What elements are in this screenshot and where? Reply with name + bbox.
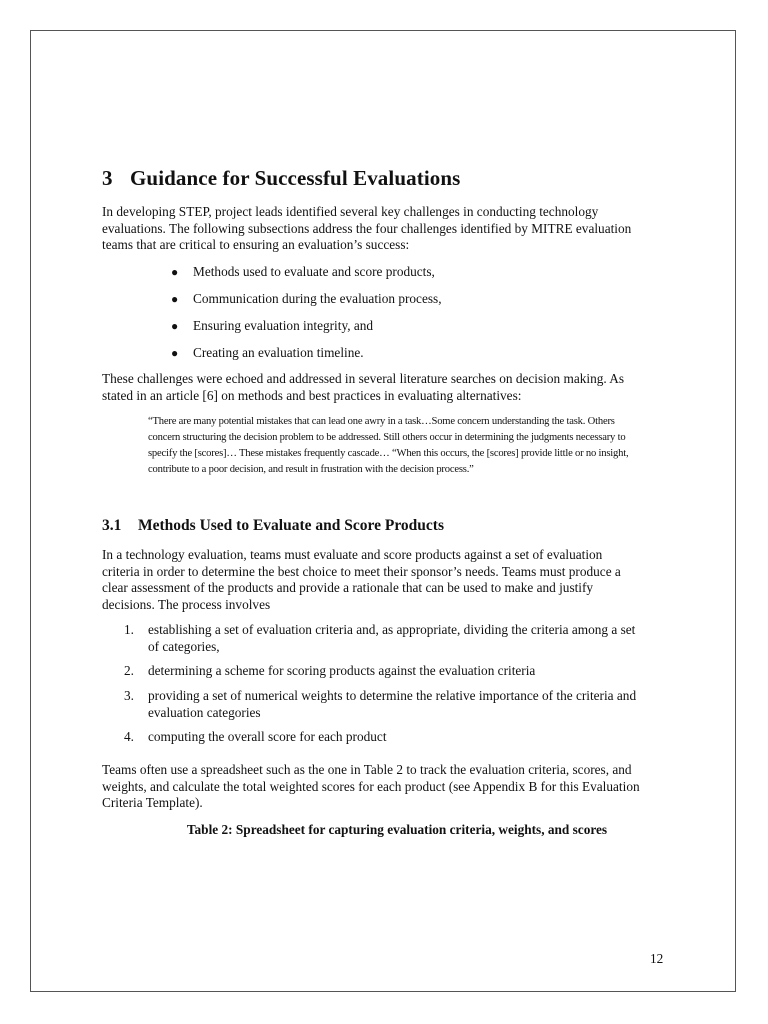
list-item xyxy=(102,264,602,291)
list-item-text: Methods used to evaluate and score products, xyxy=(193,264,435,279)
subsection-heading xyxy=(102,517,444,535)
bullet-icon: ● xyxy=(171,265,179,279)
list-item xyxy=(102,622,642,663)
step-text: computing the overall score for each product xyxy=(148,729,387,744)
list-item xyxy=(102,318,602,345)
step-number: 3. xyxy=(124,688,134,703)
bullet-icon: ● xyxy=(171,292,179,306)
bullet-icon: ● xyxy=(171,346,179,360)
subsection-intro-paragraph: In a technology evaluation, teams must evaluate and score products against a set of evaluation criteria in order to determine the best choice to meet their sponsor’s needs. Teams must produce a clear assessment of the products and provide a rationale that can be used to make and justify decisions. The process involves xyxy=(102,547,621,612)
closing-paragraph: Teams often use a spreadsheet such as the one in Table 2 to track the evaluation criteria, scores, and weights, and calculate the total weighted scores for each product (see Appendix B for this Evaluation Criteria Template). xyxy=(102,762,640,810)
list-item xyxy=(102,291,602,318)
step-text: providing a set of numerical weights to determine the relative importance of the criteria and evaluation categories xyxy=(148,688,637,720)
list-item xyxy=(102,729,642,749)
step-number: 1. xyxy=(124,622,134,637)
step-number: 2. xyxy=(124,663,134,678)
list-item-text: Ensuring evaluation integrity, and xyxy=(193,318,374,333)
block-quote: “There are many potential mistakes that can lead one awry in a task…Some concern understanding the task. Others concern structuring the decision problem to be addressed. Still others occur in determining the judgments necessary to specify the [scores]… These mistakes frequently cascade… “When this occurs, the [scores] provide little or no insight, contribute to a poor decision, and result in frustration with the decision process.” xyxy=(148,416,629,475)
section-intro-paragraph: In developing STEP, project leads identified several key challenges in conducting technology evaluations. The following subsections address the four challenges identified by MITRE evaluation teams that are critical to ensuring an evaluation’s success: xyxy=(102,204,632,252)
section-heading xyxy=(102,166,662,191)
list-item-text: Communication during the evaluation process, xyxy=(193,291,442,306)
list-item xyxy=(102,345,602,372)
list-item xyxy=(102,688,642,729)
list-item xyxy=(102,663,642,688)
followup-paragraph: These challenges were echoed and addressed in several literature searches on decision making. As stated in an article [6] on methods and best practices in evaluating alternatives: xyxy=(102,371,625,403)
section-title: Guidance for Successful Evaluations xyxy=(130,166,461,190)
page-number: 12 xyxy=(650,951,664,966)
bullet-icon: ● xyxy=(171,319,179,333)
section-number: 3 xyxy=(102,166,113,190)
subsection-number: 3.1 xyxy=(102,517,122,534)
step-text: establishing a set of evaluation criteria and, as appropriate, dividing the criteria among a set of categories, xyxy=(148,622,636,654)
step-number: 4. xyxy=(124,729,134,744)
subsection-title: Methods Used to Evaluate and Score Products xyxy=(138,517,444,534)
challenges-list xyxy=(102,264,602,372)
step-text: determining a scheme for scoring products against the evaluation criteria xyxy=(148,663,536,678)
table-caption: Table 2: Spreadsheet for capturing evaluation criteria, weights, and scores xyxy=(186,822,608,837)
list-item-text: Creating an evaluation timeline. xyxy=(193,345,364,360)
process-steps-list xyxy=(102,622,642,749)
